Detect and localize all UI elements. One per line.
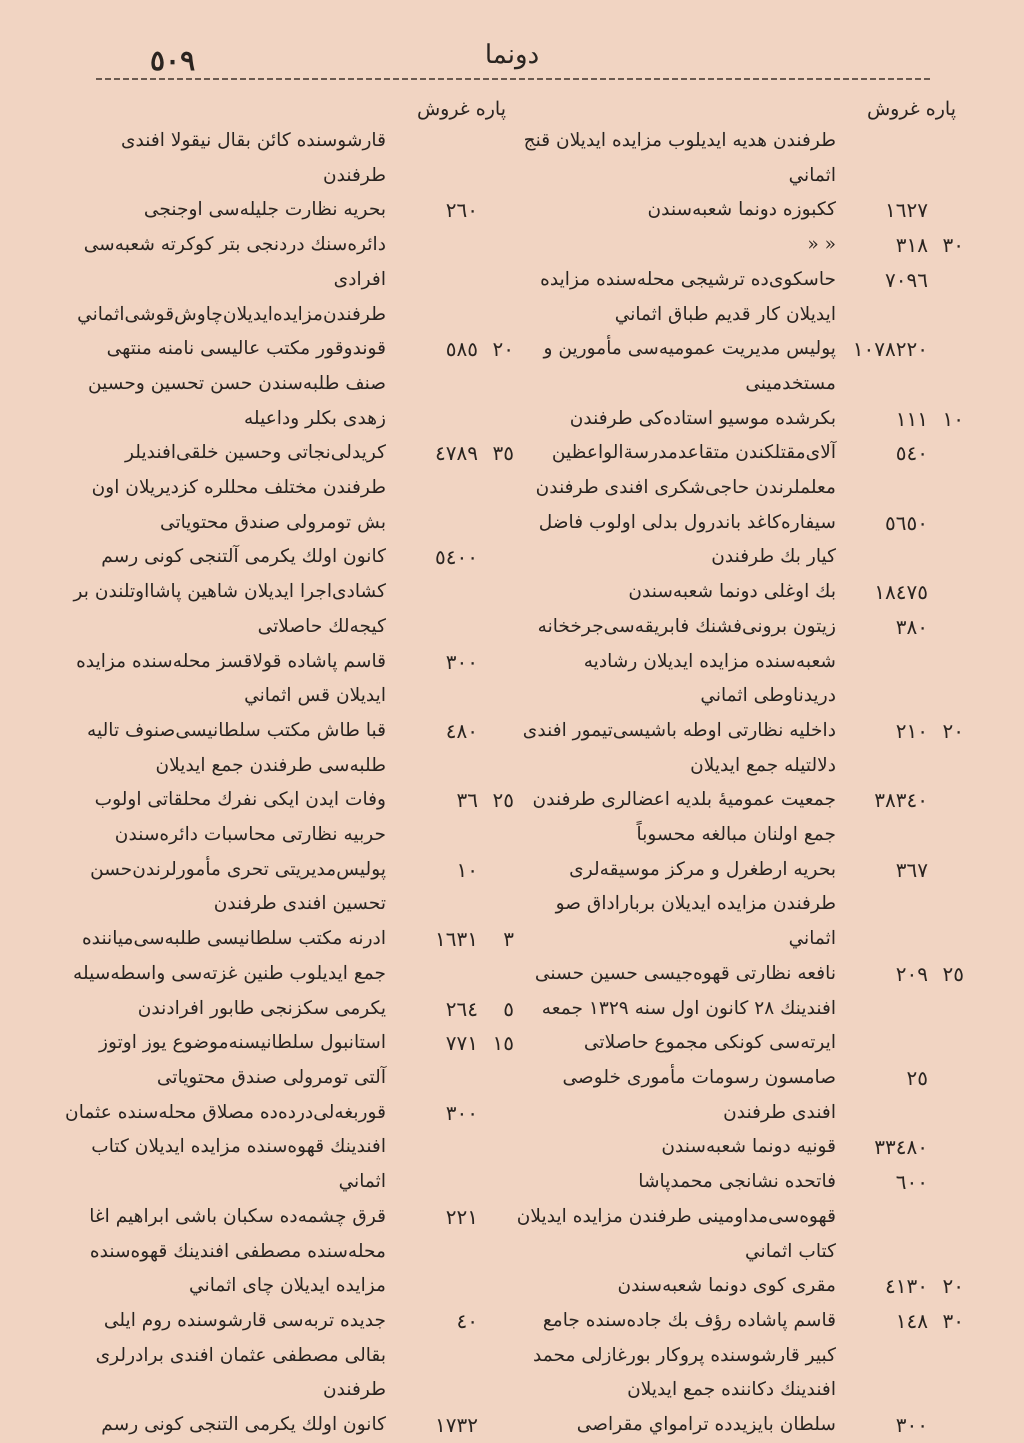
entry-text: یکرمی سکزنجی طابور افرادندن: [137, 997, 386, 1019]
ledger-entry: [514, 193, 964, 228]
ledger-entry: [514, 853, 964, 957]
entry-text: قوندوقور مکتب عالیسی نامنه منتهی صنف طلبه‌سندن حسن تحسین وحسین زهدی بکلر وداعیله: [87, 338, 386, 429]
ledger-entry: [64, 1408, 514, 1443]
amount-kurus: ١٦٢٧: [885, 198, 928, 223]
right-column: [514, 98, 964, 1443]
amount-kurus: ٢٠٩: [895, 961, 928, 986]
amount-kurus: ٧٧١: [445, 1031, 478, 1056]
entry-text: مقری کوی دونما شعبه‌سندن: [617, 1275, 836, 1297]
entry-text: ککبوزه دونما شعبه‌سندن: [647, 199, 836, 221]
entry-text: وفات ایدن ایکی نفرك محلقاتی اولوب حربیه نظارتی محاسبات دائره‌سندن: [94, 789, 386, 846]
amount-para: ٢٥: [492, 788, 514, 813]
ledger-entry: [514, 506, 964, 575]
ledger-entry: [514, 783, 964, 852]
amount-kurus: ١٤٨: [895, 1308, 928, 1333]
amount-kurus: ١١١: [895, 406, 928, 431]
entry-amount: [836, 957, 964, 1061]
entry-amount: [836, 1165, 964, 1269]
amount-para: ٣٥: [492, 441, 514, 466]
entry-amount: [836, 1408, 964, 1443]
entry-text: قاسم پاشاده رؤف بك جاده‌سنده جامع کبیر قارشوسنده پروکار بورغازلی محمد افندینك دکاننده جمع ایدیلان: [532, 1309, 836, 1401]
entry-amount: [836, 714, 964, 783]
entry-text: بك اوغلی دونما شعبه‌سندن: [628, 581, 836, 603]
entry-amount: [386, 853, 514, 922]
amount-para: ٥: [503, 996, 514, 1021]
amount-para: ٢٥: [942, 961, 964, 986]
ledger-entry: [64, 853, 514, 922]
header-rule: [96, 78, 932, 80]
entry-text: ادرنه مکتب سلطانیسی طلبه‌سی‌میاننده جمع ایدیلوب طنین غزته‌سی واسطه‌سیله: [73, 928, 386, 984]
ledger-entry: [64, 124, 514, 193]
amount-kurus: ٢٦٠: [445, 198, 478, 223]
amount-para: ٢٠: [942, 1274, 964, 1299]
entry-text: قوربغه‌لی‌درده‌ده مصلاق محله‌سنده عثمان افندینك قهوه‌سنده مزایده ایدیلان کتاب اثماني: [65, 1101, 386, 1193]
amount-kurus: ٢١٠: [895, 718, 928, 743]
amount-kurus: ٥٨٥: [445, 337, 478, 362]
entry-amount: [836, 193, 964, 228]
entry-amount: [386, 1200, 514, 1304]
ledger-entry: [64, 540, 514, 644]
entry-text: قرق چشمه‌ده سکبان باشی ابراهیم اغا محله‌سنده مصطفی افندینك قهوه‌سنده مزایده ایدیلان چای اثماني: [89, 1205, 386, 1297]
entry-text: استانبول سلطانیسنه‌موضوع یوز اوتوز آلتی تومرولی صندق محتویاتی: [99, 1032, 386, 1088]
entry-text: کریدلی‌نجاتی وحسین خلقی‌افندیلر طرفندن مختلف محللره کزدیریلان اون بش تومرولی صندق محتویاتی: [91, 442, 386, 533]
amount-kurus: ٣٠٠: [895, 1413, 928, 1438]
ledger-entry: [514, 1061, 964, 1130]
entry-text: حاسکوی‌ده ترشیجی محله‌سنده مزایده ایدیلان کار قدیم طباق اثماني: [540, 268, 836, 325]
entry-amount: [386, 714, 514, 783]
entry-amount: [836, 1269, 964, 1304]
ledger-entry: [514, 402, 964, 437]
left-column: [64, 98, 514, 1443]
entry-text: جدیده تربه‌سی قارشوسنده روم ایلی بقالی مصطفی عثمان افندی برادرلری طرفندن: [95, 1309, 386, 1401]
amount-kurus: ٥٤٠٠: [435, 545, 478, 570]
ledger-entry: [64, 436, 514, 540]
entry-amount: [836, 332, 964, 401]
entry-text: زیتون برونی‌فشنك فابریقه‌سی‌جرخخانه شعبه‌سنده مزایده ایدیلان رشادیه دریدناوطی اثماني: [537, 615, 836, 707]
entry-text: قارشوسنده کائن بقال نیقولا افندی طرفندن: [120, 130, 386, 186]
ledger-entry: [514, 1304, 964, 1408]
amount-kurus: ٧٠٩٦: [885, 267, 928, 292]
entries-list: [64, 124, 514, 1443]
entry-amount: [836, 1130, 964, 1165]
entry-amount: [836, 610, 964, 714]
amount-kurus: ٥٦٥٠: [885, 510, 928, 535]
entry-amount: [386, 922, 514, 991]
amount-para: ٣٠: [942, 1308, 964, 1333]
amount-para: ٣٠: [942, 233, 964, 258]
entry-text: کانون اولك یکرمی آلتنجی کونی رسم کشادی‌اجرا ایدیلان شاهین پاشااوتلندن بر کیجه‌لك حاصلاتی: [73, 546, 386, 637]
amount-kurus: ٦٠٠: [895, 1170, 928, 1195]
entry-amount: [836, 402, 964, 437]
entry-text: صامسون رسومات مأموری خلوصی افندی طرفندن: [562, 1066, 836, 1123]
amount-kurus: ٣٣٤٨٠: [874, 1135, 928, 1160]
ledger-entry: [64, 714, 514, 783]
ledger-entry: [514, 610, 964, 714]
ledger-entry: [64, 1200, 514, 1304]
amount-kurus: ٣٨٠: [895, 614, 928, 639]
amount-kurus: ٣٠٠: [445, 649, 478, 674]
entry-amount: [836, 783, 964, 852]
amount-kurus: ٢٦٤: [445, 996, 478, 1021]
entry-amount: [386, 645, 514, 714]
ledger-entry: [64, 193, 514, 332]
amount-kurus: ١٨٤٧٥: [874, 580, 928, 605]
ledger-entry: [514, 1165, 964, 1269]
ledger-entry: [514, 124, 964, 193]
entry-amount: [386, 1304, 514, 1408]
entry-text: قبا طاش مکتب سلطانیسی‌صنوف تالیه طلبه‌سی طرفندن جمع ایدیلان: [87, 719, 386, 776]
entry-text: جمعیت عمومیهٔ بلدیه اعضالری طرفندن جمع اولنان مبالغه محسوباً: [532, 789, 836, 846]
entry-text: بحریه نظارت جلیله‌سی اوجنجی دائره‌سنك دردنجی بتر کوکرته شعبه‌سی افرادی طرفندن‌مزایده‌ایدیلان‌چاوش‌قوشی‌اثماني: [77, 199, 386, 325]
entry-text: قاسم پاشاده قولاقسز محله‌سنده مزایده ایدیلان قس اثماني: [76, 650, 386, 707]
entry-text: بکرشده موسیو استاده‌کی طرفندن: [569, 407, 836, 429]
ledger-entry: [514, 436, 964, 505]
amount-kurus: ٤٧٨٩: [435, 441, 478, 466]
ledger-entry: [64, 1026, 514, 1095]
amount-kurus: ٢٢١: [445, 1204, 478, 1229]
ledger-entry: [64, 1304, 514, 1408]
ledger-entry: [64, 1096, 514, 1200]
ledger-entry: [514, 263, 964, 332]
ledger-entry: [64, 992, 514, 1027]
entry-text: بحریه ارطغرل و مرکز موسیقه‌لری طرفندن مزایده ایدیلان برباراداق صو اثماني: [555, 858, 836, 950]
amount-kurus: ٣٦: [456, 788, 478, 813]
ledger-entry: [514, 957, 964, 1061]
entry-amount: [836, 575, 964, 610]
entry-text: آلای‌مقتلکندن متقاعدمدرسة‌الواعظین معلملرندن حاجی‌شکری افندی طرفندن: [535, 442, 836, 499]
entry-amount: [386, 124, 514, 193]
ledger-entry: [514, 332, 964, 401]
entry-text: سیفاره‌کاغد باندرول بدلی اولوب فاضل کیار بك طرفندن: [538, 511, 836, 568]
column-header: پاره غروش: [416, 98, 506, 120]
ledger-entry: [64, 922, 514, 991]
ledger-entry: [64, 783, 514, 852]
ledger-entry: [514, 1269, 964, 1304]
amount-kurus: ١٠٧٨٢٢٠: [852, 337, 928, 362]
entry-amount: [836, 263, 964, 332]
entry-text: « «: [807, 234, 836, 256]
amount-kurus: ٣٦٧: [895, 857, 928, 882]
entry-amount: [836, 853, 964, 957]
amount-kurus: ٣٨٣٤٠: [874, 788, 928, 813]
entries-list: [514, 124, 964, 1443]
ledger-entry: [514, 1130, 964, 1165]
amount-kurus: ٣١٨: [895, 233, 928, 258]
entry-amount: [386, 332, 514, 436]
entry-text: طرفندن هدیه ایدیلوب مزایده ایدیلان قنج اثماني: [523, 130, 836, 186]
entry-text: کانون اولك یکرمی التنجی کونی رسم: [101, 1414, 386, 1436]
running-title: دونما: [484, 40, 540, 70]
amount-kurus: ٥٤٠: [895, 441, 928, 466]
amount-kurus: ٤٠: [456, 1308, 478, 1333]
amount-kurus: ١٦٣١: [435, 927, 478, 952]
amount-para: ٣: [503, 927, 514, 952]
amount-kurus: ٣٠٠: [445, 1100, 478, 1125]
ledger-entry: [514, 575, 964, 610]
entry-amount: [386, 1096, 514, 1200]
amount-para: ٢٠: [942, 718, 964, 743]
amount-kurus: ١٧٣٢: [435, 1413, 478, 1438]
entry-amount: [836, 436, 964, 505]
ledger-entry: [514, 228, 964, 263]
entry-amount: [836, 1304, 964, 1408]
amount-kurus: ٢٥: [906, 1065, 928, 1090]
entry-amount: [836, 506, 964, 575]
entry-amount: [386, 992, 514, 1027]
entry-amount: [386, 540, 514, 644]
page-number: ٥٠٩: [150, 44, 196, 77]
entry-text: پولیس مدیریت عمومیه‌سی مأمورین و مستخدمینی: [543, 338, 836, 394]
entry-amount: [386, 783, 514, 852]
ledger-entry: [64, 332, 514, 436]
amount-kurus: ٤٨٠: [445, 718, 478, 743]
ledger-entry: [514, 1408, 964, 1443]
entry-amount: [836, 228, 964, 263]
amount-kurus: ١٠: [456, 857, 478, 882]
entry-text: فاتحده نشانجی محمدپاشا قهوه‌سی‌مداومینی طرفندن مزایده ایدیلان کتاب اثماني: [516, 1171, 836, 1262]
entry-amount: [836, 1061, 964, 1130]
entry-text: قونیه دونما شعبه‌سندن: [661, 1136, 836, 1158]
amount-para: ٢٠: [492, 337, 514, 362]
entry-text: سلطان بایزیدده ترامواي مقراصی: [576, 1414, 836, 1436]
entry-amount: [386, 193, 514, 332]
entry-text: داخلیه نظارتی اوطه باشیسی‌تیمور افندی دلالتیله جمع ایدیلان: [522, 719, 836, 776]
amount-para: ١٠: [942, 406, 964, 431]
entry-amount: [386, 1408, 514, 1443]
entry-amount: [386, 436, 514, 540]
amount-kurus: ٤١٣٠: [885, 1274, 928, 1299]
entry-amount: [836, 124, 964, 193]
entry-text: پولیس‌مدیریتی تحری مأمورلرندن‌حسن تحسین افندی طرفندن: [90, 858, 386, 915]
ledger-entry: [514, 714, 964, 783]
entry-text: نافعه نظارتی قهوه‌جیسی حسین حسنی افندینك ٢٨ کانون اول سنه ١٣٢٩ جمعه ایرته‌سی کونکی مجموع حاصلاتی: [534, 962, 836, 1054]
column-header: پاره غروش: [866, 98, 956, 120]
amount-para: ١٥: [492, 1031, 514, 1056]
entry-amount: [386, 1026, 514, 1095]
ledger-entry: [64, 645, 514, 714]
